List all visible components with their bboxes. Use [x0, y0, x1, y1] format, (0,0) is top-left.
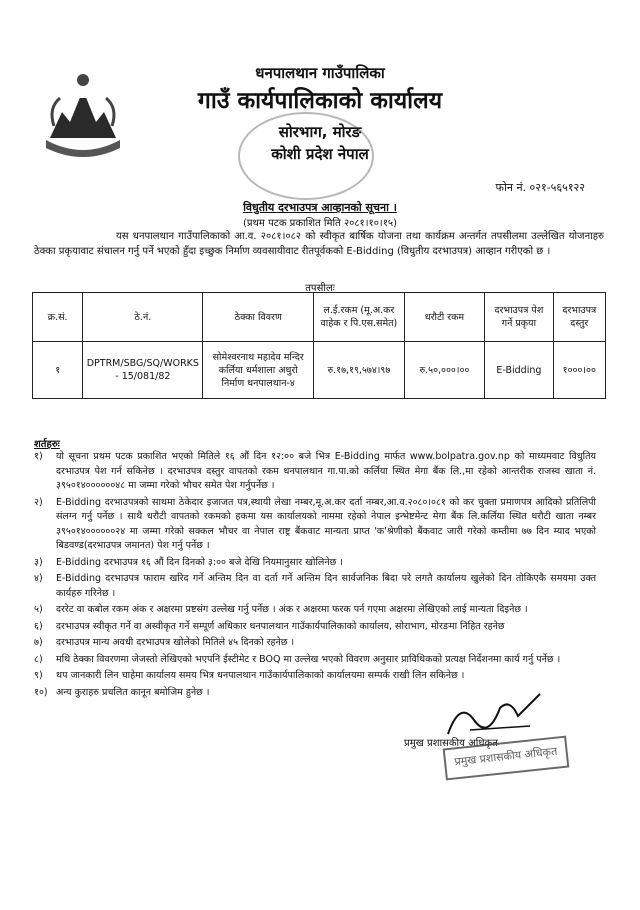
terms-title: शर्तहरुः	[34, 439, 60, 450]
list-item	[30, 669, 596, 684]
term-number: २)	[34, 496, 43, 508]
terms-list	[30, 450, 596, 702]
column-header: दरभाउपत्र पेश गर्ने प्रकृया	[485, 293, 553, 342]
column-header: ल.ई.रकम (मू.अ.कर वाहेक र पि.एस.समेत)	[314, 293, 405, 342]
handwritten-signature-icon	[440, 690, 550, 740]
table-row	[33, 342, 606, 399]
office-seal-stamp	[238, 112, 374, 200]
term-number: ३)	[34, 556, 43, 568]
province-name: कोशी प्रदेश नेपाल	[271, 145, 369, 163]
term-text: दररेट वा कबोल रकम अंक र अक्षरमा प्रष्टसंग उल्लेख गर्नु पर्नेछ । अंक र अक्षरमा फरक पर्न गएमा अक्षरमा लेखिएको लाई मान्यता दिइनेछ ।	[56, 604, 528, 615]
serial-number-cell: १	[33, 342, 83, 399]
signatory-title: प्रमुख प्रशासकीय अधिकृत	[404, 738, 498, 749]
table-header-row	[33, 293, 606, 342]
list-item	[30, 603, 596, 618]
term-number: ८)	[34, 653, 43, 665]
bid-process-cell: E-Bidding	[485, 342, 553, 399]
term-number: ७)	[34, 637, 43, 648]
term-text: E-Bidding दरभाउपत्र फाराम खरिद गर्ने अन्तिम दिन वा दर्ता गर्ने अन्तिम दिन सार्वजनिक बिदा परे लगतै कार्यालय खुलेको दिन तोकिएकै समयमा उक्त कार्यहरु गरिनेछ ।	[56, 573, 596, 599]
term-number: ५)	[34, 604, 43, 615]
term-text: E-Bidding दरभाउपत्र १६ औं दिन दिनको ३:०० बजे देखि नियमानुसार खोलिनेछ ।	[56, 556, 343, 568]
phone-number: फोन नं. ०२१-५६५१२२	[495, 181, 585, 194]
deposit-amount-cell: रु.५०,०००।००	[404, 342, 485, 399]
column-header: क्र.सं.	[33, 293, 83, 342]
list-item	[30, 620, 596, 635]
term-number: ६)	[34, 620, 43, 632]
term-number: १)	[34, 451, 43, 462]
office-name: गाउँ कार्यपालिकाको कार्यालय	[197, 88, 443, 114]
term-text: दरभाउपत्र मान्य अवधी दरभाउपत्र खोलेको मितिले ४५ दिनको रहनेछ ।	[56, 637, 295, 648]
term-text: दरभाउपत्र स्वीकृत गर्ने वा अस्वीकृत गर्ने सम्पूर्ण अधिकार धनपालथान गाउँकार्यपालिकाको कार्यालय, सोराभाग, मोरङमा निहित रहनेछ	[56, 620, 505, 632]
term-text: अन्य कुराहरु प्रचलित कानून बमोजिम हुनेछ ।	[56, 686, 210, 698]
term-text: E-Bidding दरभाउपत्रको साथमा ठेकेदार इजाजत पत्र,स्थायी लेखा नम्बर,मू.अ.कर दर्ता नम्बर,आ.व.२०८०।०८१ को कर चुक्ता प्रमाणपत्र आदिको प्रतिलिपी संलग्न गर्नु पर्नेछ । साथै धरौटी वापतको रकमको हकमा यस कार्यालयको नाममा रहेको नेपाल इन्भेष्टमेन्ट मेगा बैंक लि.कर्लिया स्थित धरौटी खाता नम्बर ३९५०१४००००००२४ मा जम्मा गरेको सक्कल भौचर वा नेपाल राष्ट्र बैंकवाट मान्यता प्राप्त 'क'श्रेणीको बैंकवाट जारी गरेको कम्तीमा ७७ दिन म्याद भएको बिडवण्ड(दरभाउपत्र जमानत) पेश गर्नु पर्नेछ ।	[56, 496, 596, 551]
column-header: ठे.नं.	[83, 293, 203, 342]
list-item	[30, 556, 596, 571]
table-caption: तपसीलः	[305, 283, 335, 294]
notice-title: विधुतीय दरभाउपत्र आव्हानको सूचना ।	[243, 201, 397, 214]
column-header: ठेक्का विवरण	[203, 293, 314, 342]
contract-description-cell: सोमेश्वरनाथ महादेव मन्दिर कर्लिया धर्मशाला अधुरो निर्माण धनपालथान-४	[203, 342, 314, 399]
term-text: मथि ठेक्का विवरणमा जेजस्तो लेखिएको भएपनि ईस्टीमेट र BOQ मा उल्लेख भएको विवरण अनुसार प्राविधिकको प्रत्यक्ष निर्देशनमा कार्य गर्नु पर्नेछ ।	[56, 653, 561, 665]
term-number: ९)	[34, 670, 43, 681]
signatory-stamp: प्रमुख प्रशासकीय अधिकृत	[443, 736, 570, 781]
office-address: सोरभाग, मोरङ	[278, 123, 362, 141]
contract-number-cell: DPTRM/SBG/SQ/WORKS - 15/081/82	[83, 342, 203, 399]
term-number: १०)	[34, 686, 48, 698]
column-header: धरौटी रकम	[404, 293, 485, 342]
term-text: यो सूचना प्रथम पटक प्रकाशित भएको मितिले १६ औं दिन १२:०० बजे भित्र E-Bidding मार्फत www.bolpatra.gov.np को माध्यमवाट विधुतिय दरभाउपत्र पेश गर्न सकिनेछ । दरभाउपत्र दस्तुर वापतको रकम धनपालथान गा.पा.को कर्लिया स्थित मेगा बैंक लि.,मा रहेको आन्तरीक राजस्व खाता नं. ३९५०१४००००००४८ मा जम्मा गरेको भौचर समेत पेश गर्नुपर्नेछ ।	[56, 451, 596, 491]
notice-intro: यस धनपालथान गाउँपालिकाको आ.व. २०८१।०८२ को स्वीकृत बार्षिक योजना तथा कार्यक्रम अन्तर्गत तपसीलमा उल्लेखित योजनाहरु ठेक्का प्रकृयावाट संचालन गर्नु पर्ने भएको हुँदा इच्छुक निर्माण व्यवसायीवाट रीतपूर्वकको E-Bidding (विधुतीय दरभाउपत्र) आव्हान गरीएको छ ।	[34, 231, 604, 257]
list-item	[30, 496, 596, 554]
notice-date: (प्रथम पटक प्रकाशित मिति २०८१।१०।१५)	[242, 218, 398, 229]
column-header: दरभाउपत्र दस्तुर	[553, 293, 605, 342]
municipality-name: धनपालथान गाउँपालिका	[255, 64, 385, 82]
list-item	[30, 450, 596, 494]
list-item	[30, 636, 596, 651]
contract-table	[32, 292, 606, 399]
list-item	[30, 653, 596, 668]
list-item	[30, 572, 596, 601]
bid-fee-cell: १०००।००	[553, 342, 605, 399]
estimate-amount-cell: रु.१७,१९,५७४।९७	[314, 342, 405, 399]
term-text: थप जानकारी लिन चाहेमा कार्यालय समय भित्र धनपालथान गाउँकार्यपालिकाको कार्यालयमा सम्पर्क राखी लिन सकिनेछ ।	[56, 670, 465, 681]
term-number: ४)	[34, 573, 43, 584]
